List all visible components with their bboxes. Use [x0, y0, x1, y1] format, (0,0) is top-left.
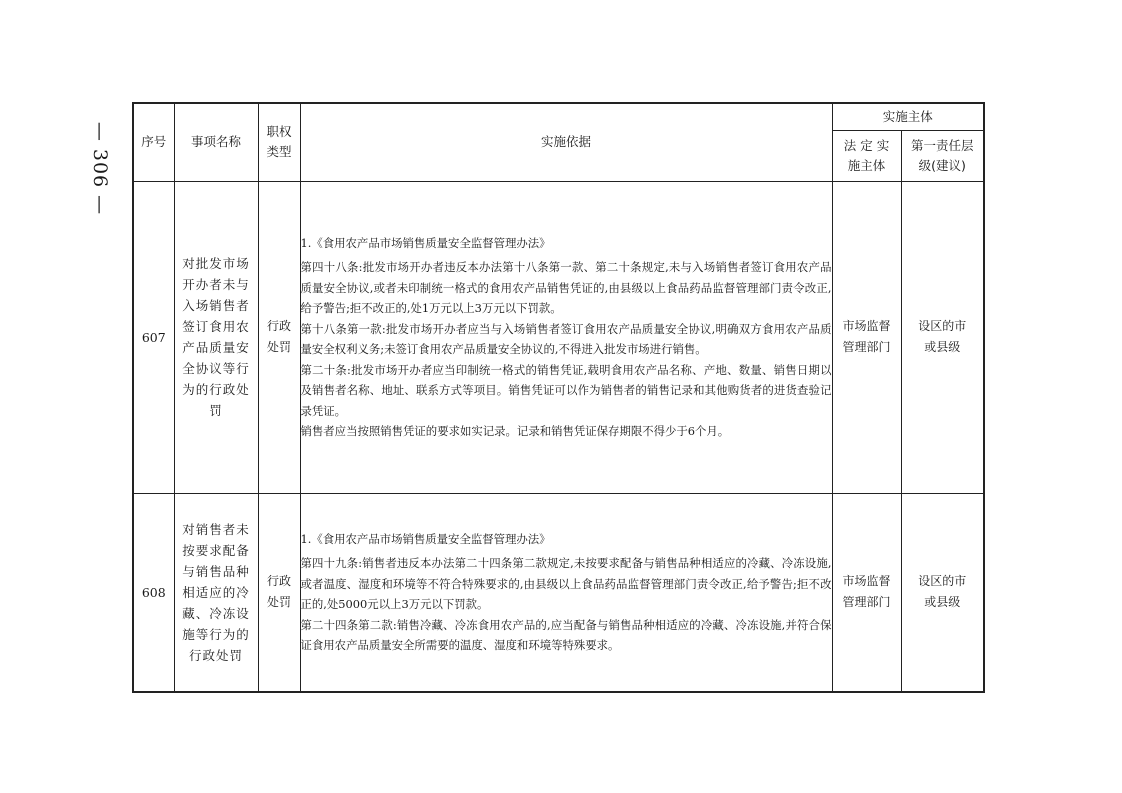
row-item-name: 对批发市场开办者未与入场销售者签订食用农产品质量安全协议等行为的行政处罚 — [174, 181, 258, 493]
table-row — [133, 181, 984, 493]
basis-paragraph: 销售者应当按照销售凭证的要求如实记录。记录和销售凭证保存期限不得少于6个月。 — [300, 424, 730, 438]
basis-paragraph: 第二十四条第二款:销售冷藏、冷冻食用农产品的,应当配备与销售品种相适应的冷藏、冷冻设施,并符合保证食用农产品质量安全所需要的温度、湿度和环境等特殊要求。 — [300, 617, 832, 653]
basis-paragraph: 第四十八条:批发市场开办者违反本办法第十八条第一款、第二十条规定,未与入场销售者签订食用农产品质量安全协议,或者未印制统一格式的食用农产品销售凭证的,由县级以上食品药品监督管理部门责令改正,给予警告;拒不改正的,处1万元以上3万元以下罚款。 — [300, 260, 832, 315]
basis-title: 1.《食用农产品市场销售质量安全监督管理办法》 — [300, 531, 551, 546]
row-item-name: 对销售者未按要求配备与销售品种相适应的冷藏、冷冻设施等行为的行政处罚 — [174, 493, 258, 692]
basis-paragraph: 第十八条第一款:批发市场开办者应当与入场销售者签订食用农产品质量安全协议,明确双方食用农产品质量安全权利义务;未签订食用农产品质量安全协议的,不得进入批发市场进行销售。 — [300, 321, 832, 356]
row-power-type: 行政处罚 — [258, 493, 300, 692]
header-seq: 序号 — [133, 103, 174, 181]
row-basis — [300, 493, 832, 692]
row-legal-subject: 市场监督管理部门 — [832, 181, 901, 493]
header-power-type: 职权类型 — [258, 103, 300, 181]
table-row — [133, 493, 984, 692]
header-basis: 实施依据 — [300, 103, 832, 181]
header-first-responsibility: 第一责任层级(建议) — [901, 130, 984, 181]
header-implementing-subject: 实施主体 — [832, 103, 984, 130]
basis-paragraph: 第四十九条:销售者违反本办法第二十四条第二款规定,未按要求配备与销售品种相适应的冷藏、冷冻设施,或者温度、湿度和环境等不符合特殊要求的,由县级以上食品药品监督管理部门责令改正,给予警告;拒不改正的,处5000元以上3万元以下罚款。 — [300, 556, 832, 612]
row-power-type: 行政处罚 — [258, 181, 300, 493]
basis-title: 1.《食用农产品市场销售质量安全监督管理办法》 — [300, 235, 551, 250]
row-first-responsibility: 设区的市或县级 — [901, 493, 984, 692]
administrative-penalty-table — [132, 102, 985, 693]
row-basis — [300, 181, 832, 493]
row-seq: 608 — [133, 493, 174, 692]
header-item-name: 事项名称 — [174, 103, 258, 181]
page-number: — 306 — — [89, 121, 112, 215]
row-seq: 607 — [133, 181, 174, 493]
row-legal-subject: 市场监督管理部门 — [832, 493, 901, 692]
header-legal-subject: 法 定 实施主体 — [832, 130, 901, 181]
row-first-responsibility: 设区的市或县级 — [901, 181, 984, 493]
basis-paragraph: 第二十条:批发市场开办者应当印制统一格式的销售凭证,载明食用农产品名称、产地、数量、销售日期以及销售者名称、地址、联系方式等项目。销售凭证可以作为销售者的销售记录和其他购货者的进货查验记录凭证。 — [300, 362, 832, 418]
